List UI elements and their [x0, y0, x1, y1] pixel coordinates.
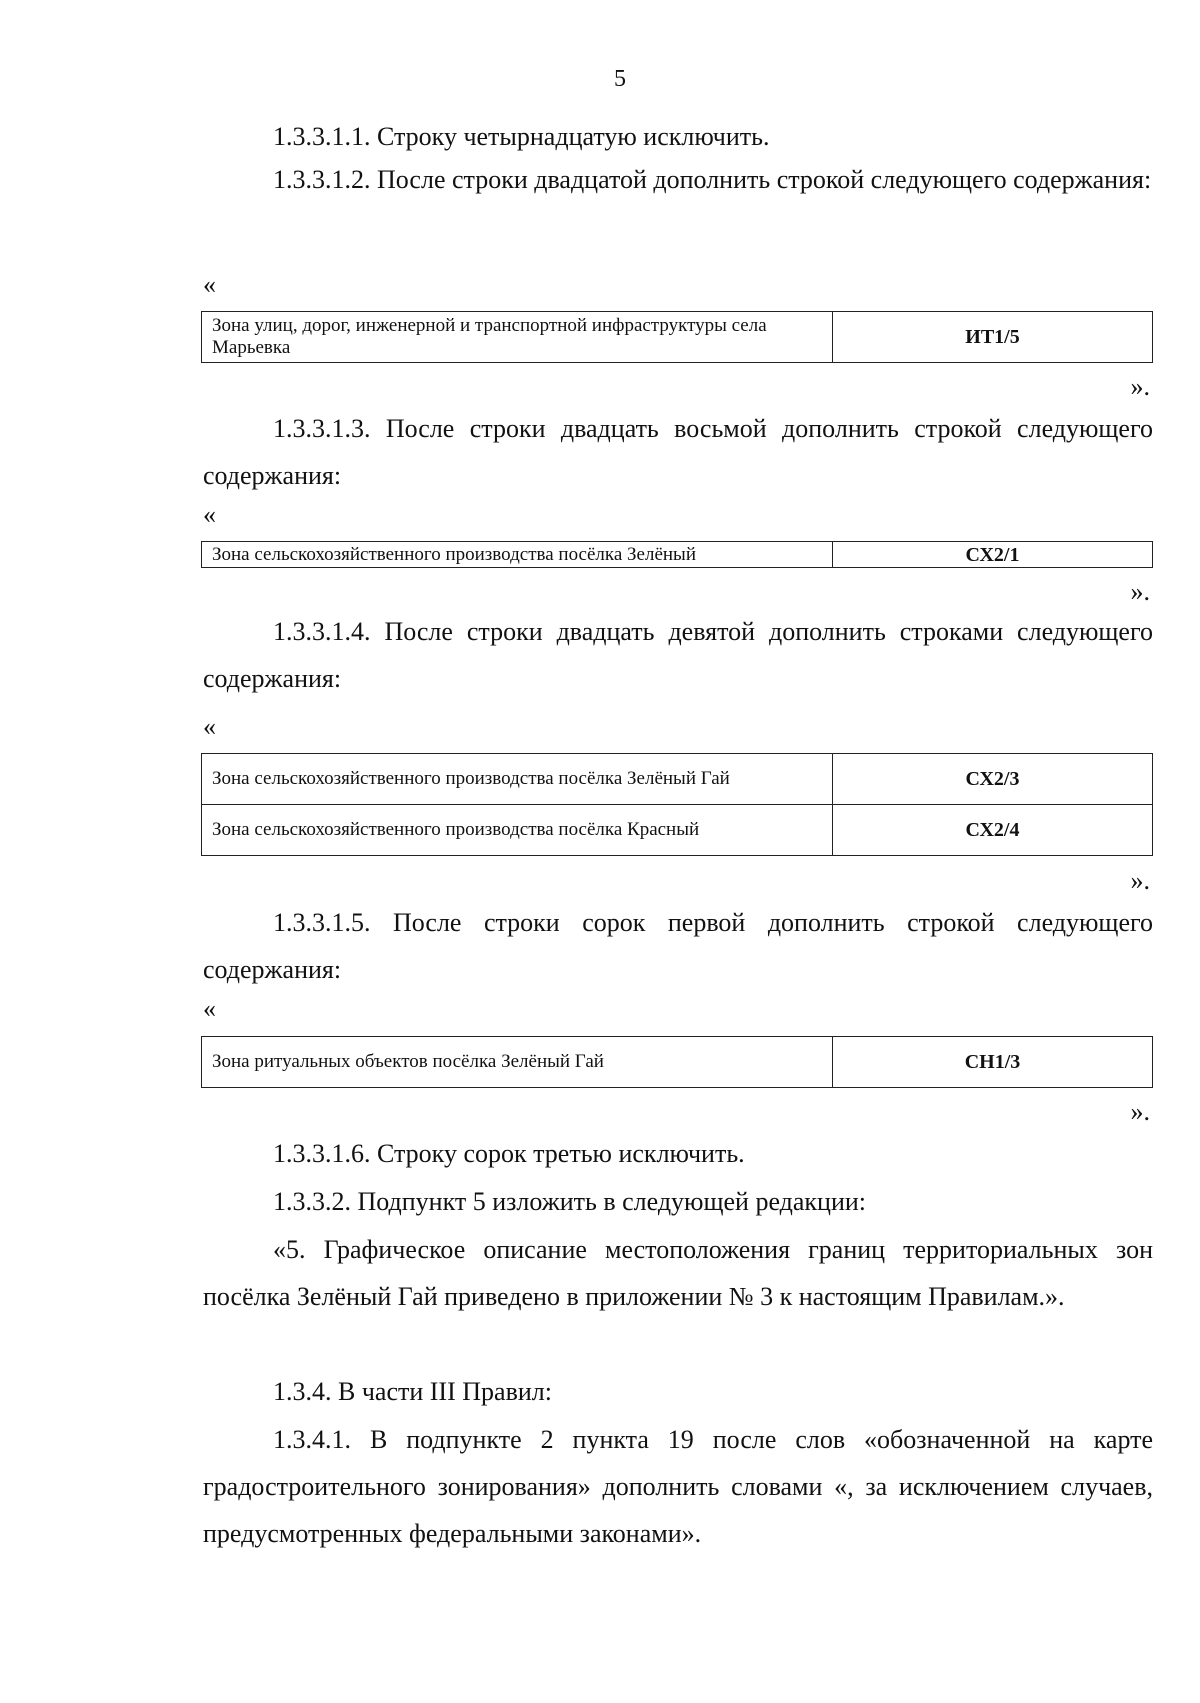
paragraph-1-3-3-1-1: 1.3.3.1.1. Строку четырнадцатую исключить. — [273, 122, 770, 151]
table-row — [202, 542, 1153, 568]
quote-close: ». — [1130, 1097, 1150, 1126]
page-number: 5 — [614, 66, 626, 92]
paragraph-1-3-3-1-3: 1.3.3.1.3. После строки двадцать восьмой дополнить строкой следующего содержания: — [203, 414, 1153, 490]
quote-close: ». — [1130, 372, 1150, 401]
quote-close: ». — [1130, 866, 1150, 895]
paragraph-1-3-3-2: 1.3.3.2. Подпункт 5 изложить в следующей редакции: — [273, 1187, 867, 1216]
zone-name-cell: Зона сельскохозяйственного производства посёлка Зелёный Гай — [202, 754, 833, 805]
quote-open: « — [203, 712, 216, 741]
quote-open: « — [203, 500, 216, 529]
paragraph-1-3-3-1-4: 1.3.3.1.4. После строки двадцать девятой дополнить строками следующего содержания: — [203, 617, 1153, 693]
quote-open: « — [203, 270, 216, 299]
table-row — [202, 754, 1153, 805]
zone-table-4 — [201, 1036, 1153, 1088]
zone-code-cell: СХ2/3 — [833, 754, 1153, 805]
quote-open: « — [203, 994, 216, 1023]
paragraph-1-3-4: 1.3.4. В части III Правил: — [273, 1377, 552, 1406]
paragraph-subpoint-5: «5. Графическое описание местоположения границ территориальных зон посёлка Зелёный Гай приведено в приложении № 3 к настоящим Правилам.». — [203, 1235, 1153, 1311]
table-row — [202, 805, 1153, 856]
paragraph-1-3-4-1: 1.3.4.1. В подпункте 2 пункта 19 после слов «обозначенной на карте градостроительного зонирования» дополнить словами «, за исключением случаев, предусмотренных федеральными законами». — [203, 1425, 1153, 1548]
zone-code-cell: ИТ1/5 — [833, 312, 1153, 363]
zone-table-3 — [201, 753, 1153, 856]
zone-name-cell: Зона сельскохозяйственного производства посёлка Красный — [202, 805, 833, 856]
quote-close: ». — [1130, 577, 1150, 606]
zone-code-cell: СХ2/1 — [833, 542, 1153, 568]
paragraph-1-3-3-1-6: 1.3.3.1.6. Строку сорок третью исключить. — [273, 1139, 745, 1168]
zone-code-cell: СХ2/4 — [833, 805, 1153, 856]
zone-name-cell: Зона ритуальных объектов посёлка Зелёный Гай — [202, 1037, 833, 1088]
table-row — [202, 1037, 1153, 1088]
zone-table-1 — [201, 311, 1153, 363]
paragraph-1-3-3-1-5: 1.3.3.1.5. После строки сорок первой дополнить строкой следующего содержания: — [203, 908, 1153, 984]
zone-code-cell: СН1/3 — [833, 1037, 1153, 1088]
zone-name-cell: Зона улиц, дорог, инженерной и транспортной инфраструктуры села Марьевка — [202, 312, 833, 363]
paragraph-1-3-3-1-2: 1.3.3.1.2. После строки двадцатой дополнить строкой следующего содержания: — [273, 165, 1152, 194]
zone-name-cell: Зона сельскохозяйственного производства посёлка Зелёный — [202, 542, 833, 568]
zone-table-2 — [201, 541, 1153, 568]
table-row — [202, 312, 1153, 363]
